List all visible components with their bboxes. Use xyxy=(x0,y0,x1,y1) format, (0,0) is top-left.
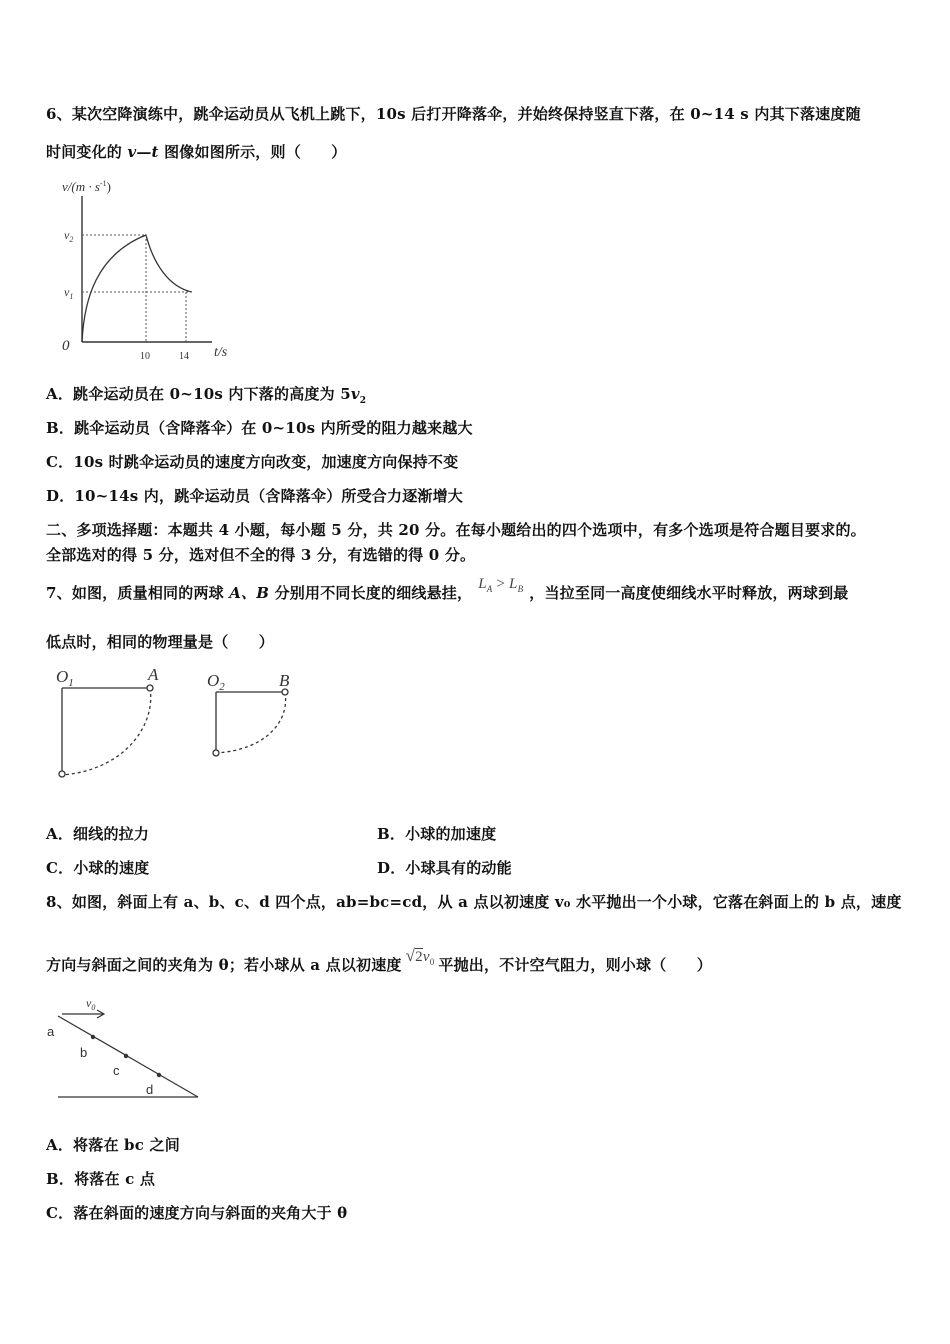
q6-stem-line2-pre: 时间变化的 xyxy=(46,143,128,161)
q7-option-a: A．细线的拉力 xyxy=(46,825,150,843)
q8-option-b: B．将落在 c 点 xyxy=(46,1170,156,1188)
q8-label-a: a xyxy=(47,1024,55,1039)
q6-stem-line2-post: 图像如图所示，则（ ） xyxy=(158,143,347,161)
section2-instructions-line1: 二、多项选择题：本题共 4 小题，每小题 5 分，共 20 分。在每小题给出的四个选项中，有多个选项是符合题目要求的。 xyxy=(46,521,866,539)
q7-ab-symbol: A、B xyxy=(229,584,270,602)
q7-label-o1: $O_1$ xyxy=(56,667,74,689)
q8-v0-label: $v_0$ xyxy=(86,996,96,1012)
q6-origin-label: 0 xyxy=(62,338,70,354)
q6-v2-label: $v_2$ xyxy=(64,228,74,244)
q7-label-a: A xyxy=(148,665,159,684)
q6-stem-line1: 6、某次空降演练中，跳伞运动员从飞机上跳下，10s 后打开降落伞，并始终保持竖直下落，在 0~14 s 内其下落速度随 xyxy=(46,105,861,123)
q8-label-d: d xyxy=(146,1082,154,1097)
q8-stem-line2-pre: 方向与斜面之间的夹角为 θ；若小球从 a 点以初速度 xyxy=(46,956,402,974)
q8-stem-line2-post: 平抛出，不计空气阻力，则小球（ ） xyxy=(438,956,712,974)
q8-speed-formula: $√2v_0$ xyxy=(405,946,435,967)
q8-label-b: b xyxy=(80,1045,88,1060)
q7-stem-mid: 分别用不同长度的细线悬挂， xyxy=(269,584,473,602)
q6-option-a-sub: 2 xyxy=(359,396,367,406)
q7-stem-line2: 低点时，相同的物理量是（ ） xyxy=(46,633,275,651)
q6-option-b: B．跳伞运动员（含降落伞）在 0~10s 内所受的阻力越来越大 xyxy=(46,419,473,437)
q6-tick-10: 10 xyxy=(140,351,150,362)
q8-option-c: C．落在斜面的速度方向与斜面的夹角大于 θ xyxy=(46,1204,348,1222)
q7-label-b: B xyxy=(279,671,290,690)
q6-option-a-text: A．跳伞运动员在 0~10s 内下落的高度为 5 xyxy=(46,385,351,403)
q6-x-axis-label: t/s xyxy=(214,345,228,360)
q6-option-a-var: v xyxy=(350,385,360,403)
q6-vt-symbol: v—t xyxy=(127,143,159,161)
q8-stem-line1: 8、如图，斜面上有 a、b、c、d 四个点，ab=bc=cd，从 a 点以初速度 v₀ 水平抛出一个小球，它落在斜面上的 b 点，速度 xyxy=(46,893,902,911)
q7-label-o2: $O_2$ xyxy=(207,671,225,693)
q6-option-c: C．10s 时跳伞运动员的速度方向改变，加速度方向保持不变 xyxy=(46,453,459,471)
q7-length-formula: $L_A > L_B$ xyxy=(478,576,524,594)
q8-point-c-dot xyxy=(124,1054,128,1058)
q7-option-b: B．小球的加速度 xyxy=(377,825,497,843)
q8-label-c: c xyxy=(113,1063,120,1078)
q6-v1-label: $v_1$ xyxy=(64,285,74,301)
q8-point-d-dot xyxy=(157,1073,161,1077)
q7-stem-pre: 7、如图，质量相同的两球 xyxy=(46,584,230,602)
q6-tick-14: 14 xyxy=(179,351,189,362)
q8-point-b-dot xyxy=(91,1035,95,1039)
q6-y-axis-label: $v/(m \cdot s^{-1})$ xyxy=(62,179,111,194)
q6-option-d: D．10~14s 内，跳伞运动员（含降落伞）所受合力逐渐增大 xyxy=(46,487,463,505)
q7-option-c: C．小球的速度 xyxy=(46,859,150,877)
q7-stem-post: ，当拉至同一高度使细线水平时释放，两球到最 xyxy=(529,584,849,602)
section2-instructions-line2: 全部选对的得 5 分，选对但不全的得 3 分，有选错的得 0 分。 xyxy=(46,546,476,564)
q7-option-d: D．小球具有的动能 xyxy=(377,859,512,877)
q8-option-a: A．将落在 bc 之间 xyxy=(46,1136,180,1154)
